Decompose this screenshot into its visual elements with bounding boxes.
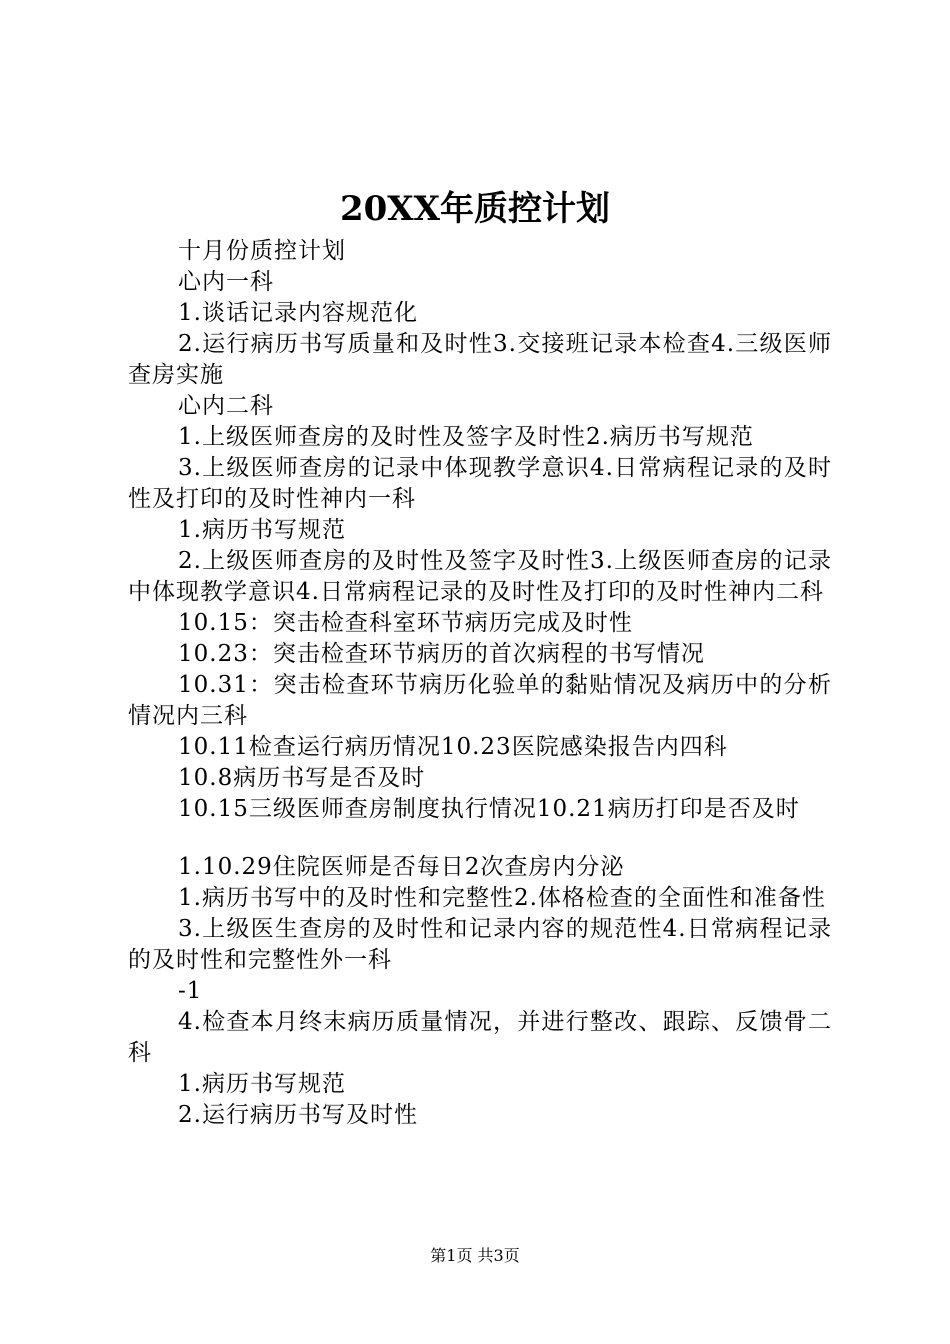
- paragraph: 10.23：突击检查环节病历的首次病程的书写情况: [178, 641, 705, 667]
- paragraph: 3.上级医生查房的及时性和记录内容的规范性4.日常病程记录的及时性和完整性外一科: [128, 916, 832, 973]
- paragraph: 2.上级医师查房的及时性及签字及时性3.上级医师查房的记录中体现教学意识4.日常病程记录的及时性及打印的及时性神内二科: [128, 548, 832, 605]
- page-footer: 第1页 共3页: [430, 1246, 520, 1265]
- paragraph-gap: [128, 825, 832, 852]
- paragraph: 2.运行病历书写质量和及时性3.交接班记录本检查4.三级医师查房实施: [128, 331, 832, 388]
- paragraph: 1.10.29住院医师是否每日2次查房内分泌: [178, 854, 625, 880]
- paragraph: 10.31：突击检查环节病历化验单的黏贴情况及病历中的分析情况内三科: [128, 672, 832, 729]
- paragraph: 1.病历书写规范: [178, 517, 346, 543]
- paragraph: 10.15三级医师查房制度执行情况10.21病历打印是否及时: [178, 796, 800, 822]
- paragraph: 十月份质控计划: [178, 238, 346, 264]
- paragraph: 2.运行病历书写及时性: [178, 1102, 418, 1128]
- paragraph: 10.11检查运行病历情况10.23医院感染报告内四科: [178, 734, 728, 760]
- paragraph: 1.病历书写中的及时性和完整性2.体格检查的全面性和准备性: [178, 885, 826, 911]
- section-heading: 心内一科: [178, 269, 274, 295]
- document-body: [128, 236, 832, 1131]
- paragraph: 1.谈话记录内容规范化: [178, 300, 418, 326]
- paragraph: 3.上级医师查房的记录中体现教学意识4.日常病程记录的及时性及打印的及时性神内一科: [128, 455, 832, 512]
- paragraph: -1: [178, 978, 203, 1004]
- document-title: 20XX年质控计划: [339, 189, 611, 229]
- paragraph: 1.病历书写规范: [178, 1071, 346, 1097]
- paragraph: 10.8病历书写是否及时: [178, 765, 426, 791]
- paragraph: 1.上级医师查房的及时性及签字及时性2.病历书写规范: [178, 424, 754, 450]
- paragraph: 10.15：突击检查科室环节病历完成及时性: [178, 610, 633, 636]
- section-heading: 心内二科: [178, 393, 274, 419]
- paragraph: 4.检查本月终末病历质量情况，并进行整改、跟踪、反馈骨二科: [128, 1009, 832, 1066]
